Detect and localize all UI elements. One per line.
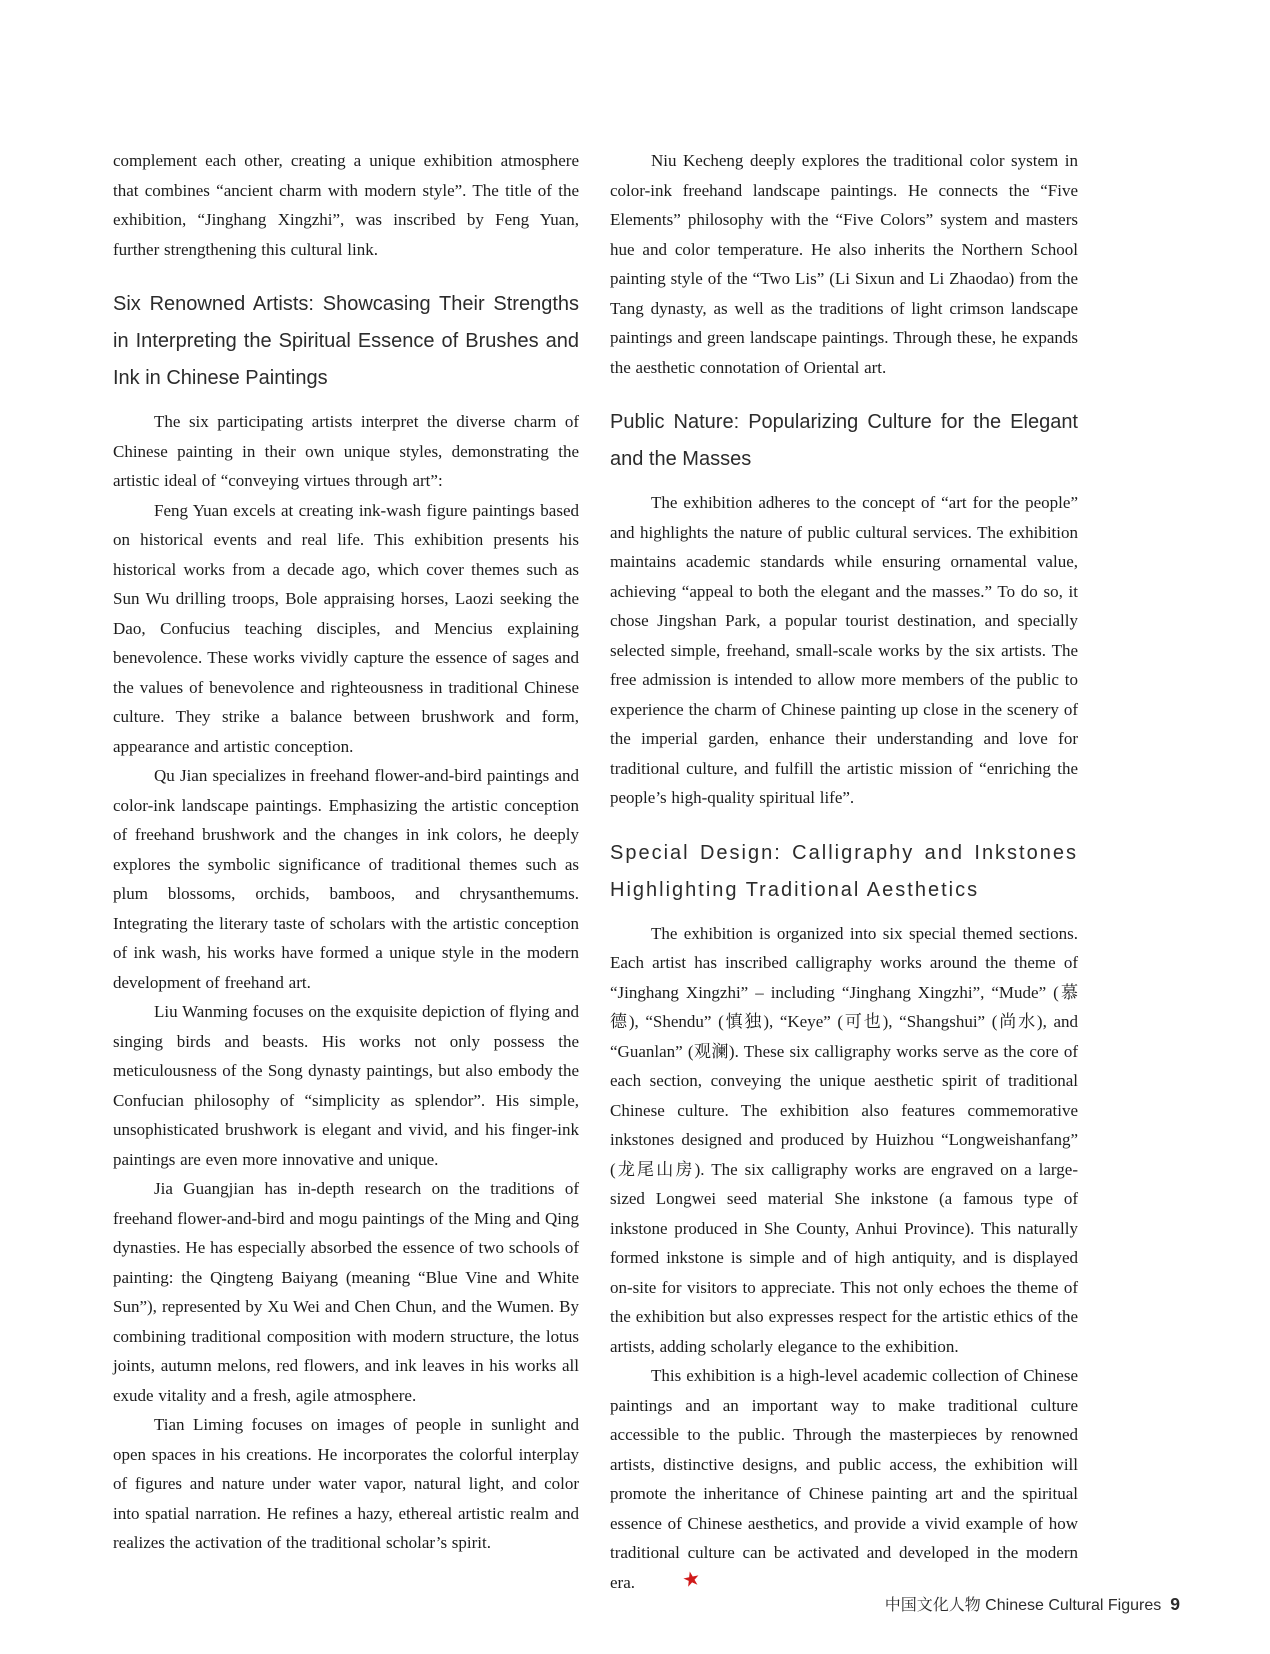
paragraph-qu-jian: Qu Jian specializes in freehand flower-and-bird paintings and color-ink landscape paintings. Emphasizing the artistic conception of freehand brushwork and the changes in ink colors, he deeply explores the symbolic significance of traditional themes such as plum blossoms, orchids, bamboos, and chrysanthemums. Integrating the literary taste of scholars with the artistic conception of ink wash, his works have formed a unique style in the modern development of freehand art. <box>113 766 579 992</box>
paragraph-special-design: The exhibition is organized into six special themed sections. Each artist has inscribed calligraphy works around the theme of “Jinghang Xingzhi” – including “Jinghang Xingzhi”, “Mude” (慕德), “Shendu” (慎独), “Keye” (可也), “Shangshui” (尚水), and “Guanlan” (观澜). These six calligraphy works serve as the core of each section, conveying the unique aesthetic spirit of traditional Chinese culture. The exhibition also features commemorative inkstones designed and produced by Huizhou “Longweishanfang” (龙尾山房). The six calligraphy works are engraved on a large-sized Longwei seed material She inkstone (a famous type of inkstone produced in She County, Anhui Province). This naturally formed inkstone is simple and of high antiquity, and is displayed on-site for visitors to appreciate. This not only echoes the theme of the exhibition but also expresses respect for the artistic ethics of the artists, adding scholarly elegance to the exhibition. <box>610 923 1078 1356</box>
paragraph-conclusion <box>610 1361 1078 1597</box>
paragraph-public-nature: The exhibition adheres to the concept of “art for the people” and highlights the nature of public cultural services. The exhibition maintains academic standards while ensuring ornamental value, achieving “appeal to both the elegant and the masses.” To do so, it chose Jingshan Park, a popular tourist destination, and specially selected simple, freehand, small-scale works by the six artists. The free admission is intended to allow more members of the public to experience the charm of Chinese painting up close in the scenery of the imperial garden, enhance their understanding and love for traditional culture, and fulfill the artistic mission of “enriching the people’s high-quality spiritual life”. <box>610 493 1078 807</box>
paragraph-jia-guangjian: Jia Guangjian has in-depth research on the traditions of freehand flower-and-bird and mogu paintings of the Ming and Qing dynasties. He has especially absorbed the essence of two schools of painting: the Qingteng Baiyang (meaning “Blue Vine and White Sun”), represented by Xu Wei and Chen Chun, and the Wumen. By combining traditional composition with modern structure, the lotus joints, autumn melons, red flowers, and ink leaves in his works all exude vitality and a fresh, agile atmosphere. <box>113 1179 579 1405</box>
paragraph-liu-wanming: Liu Wanming focuses on the exquisite depiction of flying and singing birds and beasts. His works not only possess the meticulousness of the Song dynasty paintings, but also embody the Confucian philosophy of “simplicity as splendor”. His simple, unsophisticated brushwork is elegant and vivid, and his finger-ink paintings are even more innovative and unique. <box>113 1002 579 1169</box>
right-column <box>610 146 1078 1597</box>
paragraph-tian-liming: Tian Liming focuses on images of people in sunlight and open spaces in his creations. He incorporates the colorful interplay of figures and nature under water vapor, natural light, and color into spatial narration. He refines a hazy, ethereal artistic realm and realizes the activation of the traditional scholar’s spirit. <box>113 1415 579 1552</box>
paragraph-conclusion-text: This exhibition is a high-level academic collection of Chinese paintings and an important way to make traditional culture accessible to the public. Through the masterpieces by renowned artists, distinctive designs, and public access, the exhibition will promote the inheritance of Chinese painting art and the spiritual essence of Chinese aesthetics, and provide a vivid example of how traditional culture can be activated and developed in the modern era. <box>610 1366 1078 1592</box>
section-heading-special-design: Special Design: Calligraphy and Inkstones Highlighting Traditional Aesthetics <box>610 841 1078 901</box>
paragraph-six-artists-intro: The six participating artists interpret the diverse charm of Chinese painting in their own unique styles, demonstrating the artistic ideal of “conveying virtues through art”: <box>113 412 579 490</box>
left-column <box>113 146 579 1558</box>
paragraph-continuation: complement each other, creating a unique exhibition atmosphere that combines “ancient charm with modern style”. The title of the exhibition, “Jinghang Xingzhi”, was inscribed by Feng Yuan, further strengthening this cultural link. <box>113 151 579 259</box>
page-footer <box>885 1592 1180 1615</box>
paragraph-niu-kecheng: Niu Kecheng deeply explores the traditional color system in color-ink freehand landscape paintings. He connects the “Five Elements” philosophy with the “Five Colors” system and masters hue and color temperature. He also inherits the Northern School painting style of the “Two Lis” (Li Sixun and Li Zhaodao) from the Tang dynasty, as well as the traditions of light crimson landscape paintings and green landscape paintings. Through these, he expands the aesthetic connotation of Oriental art. <box>610 151 1078 377</box>
red-star-icon: ★ <box>680 1566 703 1592</box>
journal-title: 中国文化人物 Chinese Cultural Figures <box>884 1597 1162 1614</box>
paragraph-feng-yuan: Feng Yuan excels at creating ink-wash figure paintings based on historical events and real life. This exhibition presents his historical works from a decade ago, which cover themes such as Sun Wu drilling troops, Bole appraising horses, Laozi seeking the Dao, Confucius teaching disciples, and Mencius explaining benevolence. These works vividly capture the essence of sages and the values of benevolence and righteousness in traditional Chinese culture. They strike a balance between brushwork and form, appearance and artistic conception. <box>113 500 579 756</box>
section-heading-six-renowned-artists: Six Renowned Artists: Showcasing Their Strengths in Interpreting the Spiritual Essence of Brushes and Ink in Chinese Paintings <box>113 293 579 389</box>
page-number: 9 <box>1170 1594 1180 1614</box>
section-heading-public-nature: Public Nature: Popularizing Culture for the Elegant and the Masses <box>610 411 1078 470</box>
